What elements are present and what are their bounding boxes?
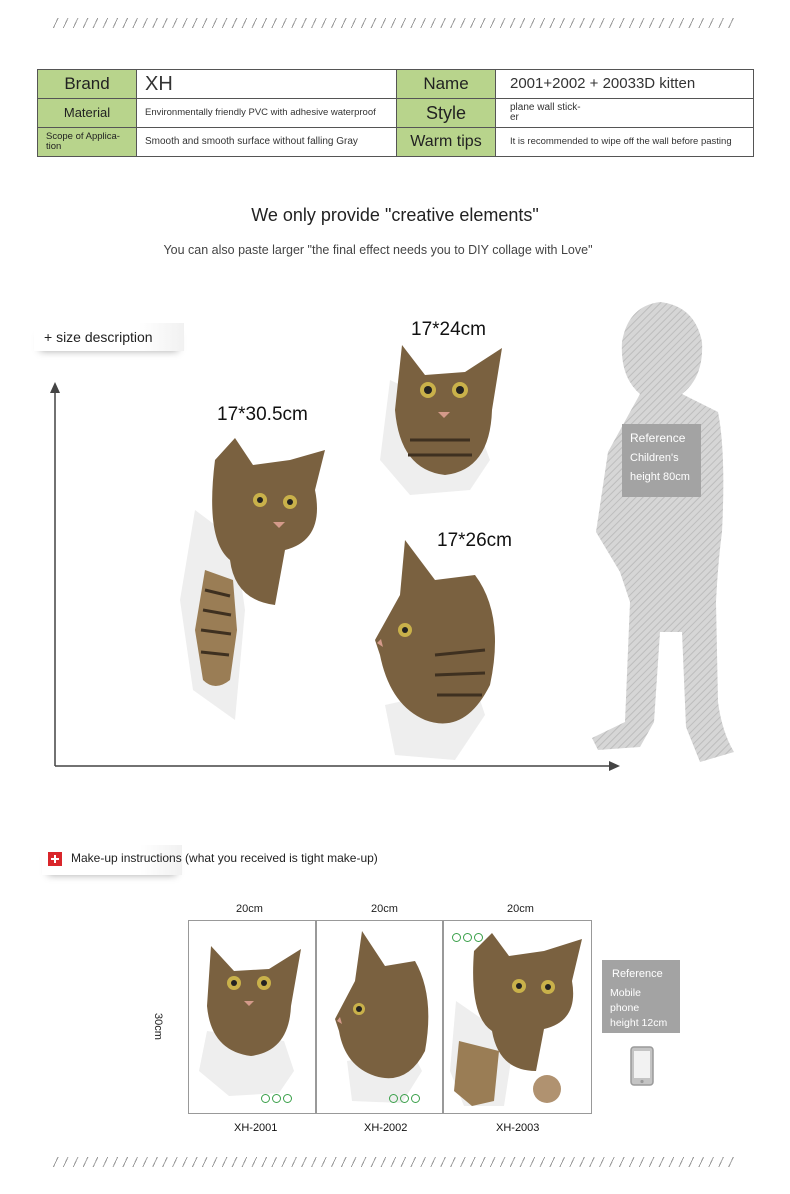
sticker-sheet-2003 (443, 920, 592, 1114)
width-label-3: 20cm (507, 903, 534, 915)
brand-label: Brand (38, 70, 137, 99)
code-label-2002: XH-2002 (364, 1122, 408, 1134)
cat-sticker-peeking-image (380, 340, 510, 500)
scope-label: Scope of Applica- tion (38, 128, 137, 156)
eco-badge-icon (261, 1094, 270, 1103)
style-value: plane wall stick- er (496, 99, 753, 128)
headline: We only provide "creative elements" (251, 205, 539, 225)
name-label: Name (397, 70, 496, 99)
code-label-2001: XH-2001 (234, 1122, 278, 1134)
height-label: 30cm (152, 1013, 164, 1040)
child-ref-line3: height 80cm (630, 471, 690, 484)
dim-label-1: 17*30.5cm (217, 404, 308, 425)
eco-badge-icon (411, 1094, 420, 1103)
phone-ref-line3: phone (610, 1001, 640, 1014)
eco-badge-icon (272, 1094, 281, 1103)
width-label-1: 20cm (236, 903, 263, 915)
phone-reference-box (602, 960, 680, 1033)
brand-value: XH (137, 70, 397, 99)
phone-ref-line2: Mobile (610, 987, 641, 1000)
dim-label-3: 17*26cm (437, 530, 512, 551)
eco-badge-icon (452, 933, 461, 942)
width-label-2: 20cm (371, 903, 398, 915)
sheet-2001-badges (261, 1094, 292, 1103)
name-value: 2001+2002 + 20033D kitten (496, 70, 753, 99)
style-label: Style (397, 99, 496, 128)
sheet-2001-cat-image (189, 921, 315, 1113)
sheet-2002-badges (389, 1094, 420, 1103)
material-label: Material (38, 99, 137, 128)
tips-value: It is recommended to wipe off the wall before pasting (510, 136, 732, 148)
eco-badge-icon (389, 1094, 398, 1103)
sticker-sheet-2002 (316, 920, 443, 1114)
phone-ref-line1: Reference (612, 968, 663, 980)
bottom-divider (52, 1157, 738, 1167)
eco-badge-icon (474, 933, 483, 942)
code-label-2003: XH-2003 (496, 1122, 540, 1134)
eco-badge-icon (283, 1094, 292, 1103)
makeup-plus-icon (48, 852, 62, 866)
eco-badge-icon (463, 933, 472, 942)
cat-sticker-side-image (365, 535, 515, 765)
material-value: Environmentally friendly PVC with adhesive waterproof (137, 99, 397, 128)
child-ref-line2: Children's (630, 451, 679, 464)
sheet-2003-badges (452, 933, 483, 942)
size-section-title: + size description (34, 323, 184, 351)
mobile-phone-icon (630, 1046, 654, 1086)
phone-ref-line4: height 12cm (610, 1016, 668, 1029)
dim-label-2: 17*24cm (411, 319, 486, 340)
sheet-2002-cat-image (317, 921, 442, 1113)
child-reference-box (622, 424, 701, 497)
subline: You can also paste larger "the final effect needs you to DIY collage with Love" (163, 243, 593, 257)
tips-label: Warm tips (397, 128, 496, 156)
cat-sticker-hanging-image (175, 430, 345, 720)
child-ref-line1: Reference (630, 431, 686, 445)
child-silhouette-image (590, 302, 740, 767)
sheet-2003-cat-image (444, 921, 591, 1113)
sticker-sheet-2001 (188, 920, 316, 1114)
scope-value: Smooth and smooth surface without falling Gray (137, 128, 397, 156)
makeup-section-title: Make-up instructions (what you received is tight make-up) (71, 851, 378, 865)
eco-badge-icon (400, 1094, 409, 1103)
